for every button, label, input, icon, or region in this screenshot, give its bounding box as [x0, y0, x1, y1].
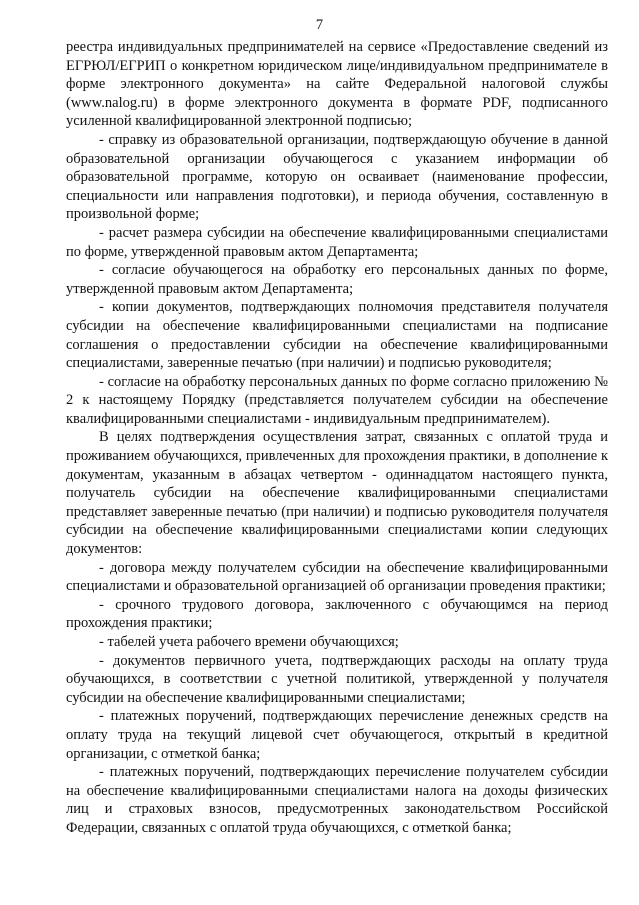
- document-body: [66, 38, 608, 838]
- list-item-primary-accounting: - документов первичного учета, подтверждающих расходы на оплату труда обучающихся, в соответствии с учетной политикой, утвержденной у получателя субсидии на обеспечение квалифицированными специалистами;: [66, 652, 608, 706]
- list-item-employment-contract: - срочного трудового договора, заключенного с обучающимся на период прохождения практики;: [66, 596, 608, 632]
- list-item-tax-payment-orders: - платежных поручений, подтверждающих перечисление получателем субсидии на обеспечение квалифицированными специалистами налога на доходы физических лиц и страховых взносов, предусмотренных законодательством Российской Федерации, связанных с оплатой труда обучающихся, с отметкой банка;: [66, 764, 608, 836]
- paragraph-continuation: реестра индивидуальных предпринимателей на сервисе «Предоставление сведений из ЕГРЮЛ/ЕГРИП о конкретном юридическом лице/индивидуальном предпринимателе в форме электронного документа» на сайте Федеральной налоговой службы (www.nalog.ru) в форме электронного документа в формате PDF, подписанного усиленной квалифицированной электронной подписью;: [66, 39, 608, 130]
- list-item-salary-payment-orders: - платежных поручений, подтверждающих перечисление денежных средств на оплату труда на текущий лицевой счет обучающегося, открытый в кредитной организации, с отметкой банка;: [66, 708, 608, 762]
- list-item-timesheets: - табелей учета рабочего времени обучающихся;: [99, 634, 399, 650]
- list-item-authority-documents: - копии документов, подтверждающих полномочия представителя получателя субсидии на обеспечение квалифицированными специалистами на подписание соглашения о предоставлении субсидии на обеспечение квалифицированными специалистами, заверенные печатью (при наличии) и подписью руководителя;: [66, 299, 608, 372]
- paragraph-expense-confirmation: В целях подтверждения осуществления затрат, связанных с оплатой труда и проживанием обучающихся, привлеченных для прохождения практики, в дополнение к документам, указанным в абзацах четвертом - одиннадцатом настоящего пункта, получатель субсидии на обеспечение квалифицированными специалистами представляет заверенные печатью (при наличии) и подписью руководителя получателя субсидии на обеспечение квалифицированными специалистами копии следующих документов:: [66, 429, 608, 558]
- list-item-student-consent: - согласие обучающегося на обработку его персональных данных по форме, утвержденной правовым актом Департамента;: [66, 262, 608, 297]
- list-item-practice-agreement: - договора между получателем субсидии на обеспечение квалифицированными специалистами и образовательной организацией об организации проведения практики;: [66, 559, 608, 595]
- list-item-subsidy-calculation: - расчет размера субсидии на обеспечение квалифицированными специалистами по форме, утвержденной правовым актом Департамента;: [66, 224, 608, 260]
- list-item-education-certificate: - справку из образовательной организации, подтверждающую обучение в данной образовательной организации обучающегося с указанием информации об образовательной программе, которую он осваивает (наименование профессии, специальности или направления подготовки), и периода обучения, составленную в произвольной форме;: [66, 131, 608, 223]
- list-item-personal-data-consent: - согласие на обработку персональных данных по форме согласно приложению № 2 к настоящему Порядку (представляется получателем субсидии на обеспечение квалифицированными специалистами - индивидуальным предпринимателем).: [66, 373, 608, 427]
- page-number: 7: [315, 17, 324, 33]
